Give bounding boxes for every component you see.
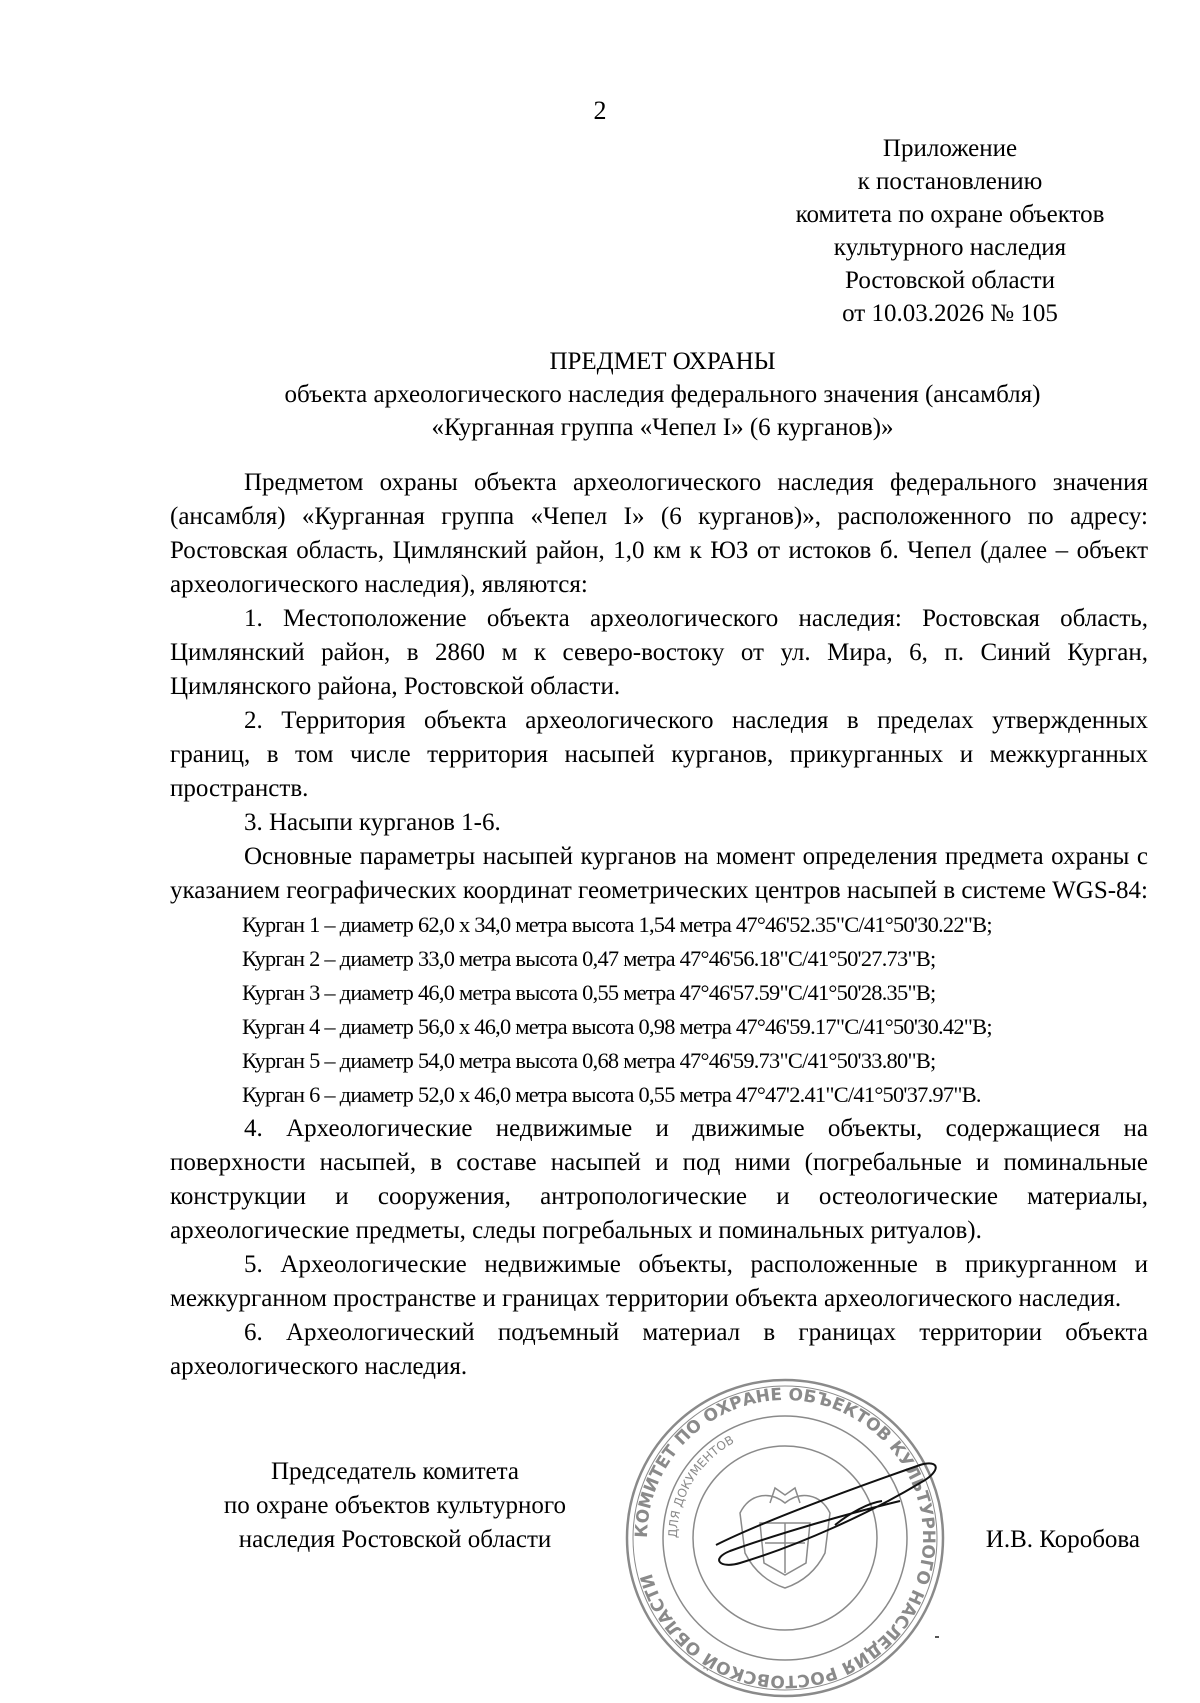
signatory-title — [185, 1455, 605, 1557]
appendix-line: комитета по охране объектов — [795, 201, 1105, 228]
mound-entry: Курган 4 – диаметр 56,0 х 46,0 метра высота 0,98 метра 47°46'59.17"С/41°50'30.42"В; — [242, 1014, 992, 1039]
signatory-title-line: Председатель комитета — [271, 1458, 519, 1485]
appendix-line: культурного наследия — [833, 234, 1067, 261]
item-1-paragraph: 1. Местоположение объекта археологического наследия: Ростовская область, Цимлянский район, в 2860 м к северо-востоку от ул. Мира, 6, п. Синий Курган, Цимлянского района, Ростовской области. — [170, 605, 1148, 700]
item-6-paragraph: 6. Археологический подъемный материал в границах территории объекта археологического наследия. — [170, 1319, 1148, 1380]
seal-inner-text: ДЛЯ ДОКУМЕНТОВ — [665, 1432, 737, 1539]
appendix-block — [740, 132, 1160, 330]
mound-entry: Курган 5 – диаметр 54,0 метра высота 0,68 метра 47°46'59.73"С/41°50'33.80"В; — [242, 1048, 936, 1073]
signatory-name: И.В. Коробова — [985, 1526, 1140, 1553]
parameters-paragraph: Основные параметры насыпей курганов на момент определения предмета охраны с указанием географических координат геометрических центров насыпей в системе WGS-84: — [170, 843, 1149, 904]
title-subline: объекта археологического наследия федерального значения (ансамбля) — [284, 381, 1041, 408]
mound-entry: Курган 2 – диаметр 33,0 метра высота 0,47 метра 47°46'56.18"С/41°50'27.73"В; — [242, 946, 936, 971]
appendix-line: Ростовской области — [845, 267, 1055, 294]
title-subline: «Курганная группа «Чепел I» (6 курганов)» — [431, 414, 894, 441]
scan-artifact — [935, 1636, 939, 1638]
appendix-line: Приложение — [882, 135, 1018, 162]
item-3-paragraph: 3. Насыпи курганов 1-6. — [244, 809, 501, 836]
document-body — [170, 466, 1148, 1384]
page-number: 2 — [593, 96, 607, 125]
item-4-paragraph: 4. Археологические недвижимые и движимые объекты, содержащиеся на поверхности насыпей, в составе насыпей и под ними (погребальные и поминальные конструкции и сооружения, антропологические и остеологические материалы, археологические предметы, следы погребальных и поминальных ритуалов). — [170, 1115, 1148, 1244]
appendix-date-line: от 10.03.2026 № 105 — [842, 300, 1058, 327]
intro-paragraph: Предметом охраны объекта археологического наследия федерального значения (ансамбля) «Курганная группа «Чепел I» (6 курганов)», расположенного по адресу: Ростовская область, Цимлянский район, 1,0 км к ЮЗ от истоков б. Чепел (далее – объект археологического наследия), являются: — [170, 469, 1148, 598]
signature-block — [165, 1384, 1160, 1692]
appendix-line: к постановлению — [857, 168, 1043, 195]
document-title — [165, 345, 1160, 444]
mound-entry: Курган 3 – диаметр 46,0 метра высота 0,55 метра 47°46'57.59"С/41°50'28.35"В; — [242, 980, 936, 1005]
item-2-paragraph: 2. Территория объекта археологического наследия в пределах утвержденных границ, в том числе территория насыпей курганов, прикурганных и межкурганных пространств. — [170, 707, 1148, 802]
official-seal-stamp — [620, 1373, 950, 1703]
signatory-title-line: наследия Ростовской области — [238, 1526, 552, 1553]
mound-entry: Курган 1 – диаметр 62,0 х 34,0 метра высота 1,54 метра 47°46'52.35"С/41°50'30.22"В; — [242, 912, 992, 937]
mound-entry: Курган 6 – диаметр 52,0 х 46,0 метра высота 0,55 метра 47°47'2.41"С/41°50'37.97"В. — [242, 1082, 981, 1107]
item-5-paragraph: 5. Археологические недвижимые объекты, расположенные в прикурганном и межкурганном пространстве и границах территории объекта археологического наследия. — [170, 1251, 1148, 1312]
seal-outer-text: КОМИТЕТ ПО ОХРАНЕ ОБЪЕКТОВ КУЛЬТУРНОГО НАСЛЕДИЯ РОСТОВСКОЙ ОБЛАСТИ — [631, 1384, 939, 1692]
mound-list — [170, 908, 1148, 1112]
title-heading: ПРЕДМЕТ ОХРАНЫ — [549, 348, 776, 375]
signatory-title-line: по охране объектов культурного — [223, 1492, 567, 1519]
